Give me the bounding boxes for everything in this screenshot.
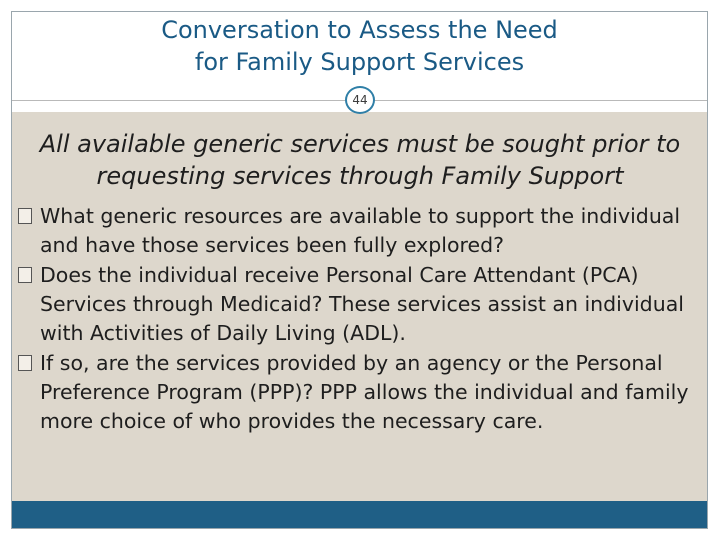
slide-title-line-1: Conversation to Assess the Need <box>161 16 558 44</box>
bullet-list <box>18 202 698 437</box>
bullet-text: Does the individual receive Personal Care Attendant (PCA) Services through Medicaid? These services assist an individual with Activities of Daily Living (ADL). <box>40 263 684 345</box>
bullet-box-icon <box>18 355 32 371</box>
bullet-text: What generic resources are available to support the individual and have those services been fully explored? <box>40 204 681 257</box>
bullet-item <box>18 261 698 348</box>
bullet-item <box>18 202 698 260</box>
bullet-box-icon <box>18 267 32 283</box>
page-number-badge: 44 <box>345 86 375 114</box>
bullet-box-icon <box>18 208 32 224</box>
bullet-text: If so, are the services provided by an agency or the Personal Preference Program (PPP)? PPP allows the individual and family more choice of who provides the necessary care. <box>40 351 689 433</box>
lead-statement: All available generic services must be sought prior to requesting services through Family Support <box>39 130 681 190</box>
content-area <box>12 112 707 501</box>
bullet-item <box>18 349 698 436</box>
footer-bar <box>12 501 707 528</box>
slide-title-line-2: for Family Support Services <box>194 48 525 76</box>
